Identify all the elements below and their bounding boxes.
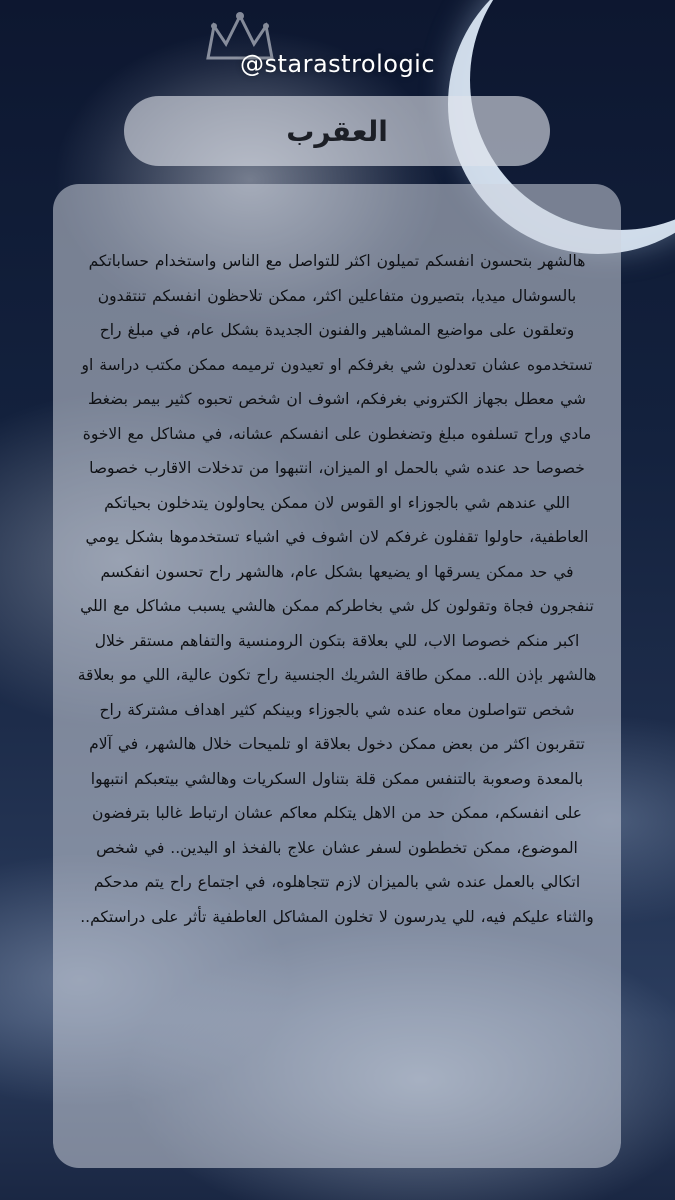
horoscope-card [53,184,621,1168]
account-handle: @starastrologic [239,50,436,78]
title-banner [124,96,550,166]
horoscope-text: هالشهر بتحسون انفسكم تميلون اكثر للتواصل مع الناس واستخدام حساباتكم بالسوشال ميديا، بتصيرون متفاعلين اكثر، ممكن تلاحظون انفسكم تنتقدون وتعلقون على مواضيع المشاهير والفنون الجديدة بشكل عام، في مبلغ راح تستخدموه عشان تعدلون شي بغرفكم او تعيدون ترميمه ممكن مكتب دراسة او شي معطل بجهاز الكتروني بغرفكم، اشوف ان شخص تحبوه كثير بيمر بضغط مادي وراح تسلفوه مبلغ وتضغطون على انفسكم عشانه، في مشاكل مع الاخوة خصوصا حد عنده شي بالحمل او الميزان، انتبهوا من تدخلات الاقارب خصوصا اللي عندهم شي بالجوزاء او القوس لان ممكن يحاولون يتدخلون بحياتكم العاطفية، حاولوا تقفلون غرفكم لان اشوف في اشياء تستخدموها بشكل يومي في حد ممكن يسرقها او يضيعها بشكل عام، هالشهر راح تحسون انفكسم تنفجرون فجاة وتقولون كل شي بخاطركم ممكن هالشي يسبب مشاكل مع اللي اكبر منكم خصوصا الاب، للي بعلاقة بتكون الرومنسية والتفاهم مستقر خلال هالشهر بإذن الله.. ممكن طاقة الشريك الجنسية راح تكون عالية، اللي مو بعلاقة شخص تتواصلون معاه عنده شي بالجوزاء وبينكم كثير اهداف مشتركة راح تتقربون اكثر من بعض ممكن دخول بعلاقة او تلميحات خلال هالشهر، في آلام بالمعدة وصعوبة بالتنفس ممكن قلة بتناول السكريات وهالشي بيتعبكم انتبهوا على انفسكم، ممكن حد من الاهل يتكلم معاكم عشان ارتباط غالبا بترفضون الموضوع، ممكن تخططون لسفر عشان علاج بالفخذ او اليدين.. في شخص اتكالي بالعمل عنده شي بالميزان لازم تتجاهلوه، في اجتماع راح يتم مدحكم والثناء عليكم فيه، للي يدرسون لا تخلون المشاكل العاطفية تأثر على دراستكم.. [77,252,597,926]
sign-title: العقرب [286,114,388,148]
